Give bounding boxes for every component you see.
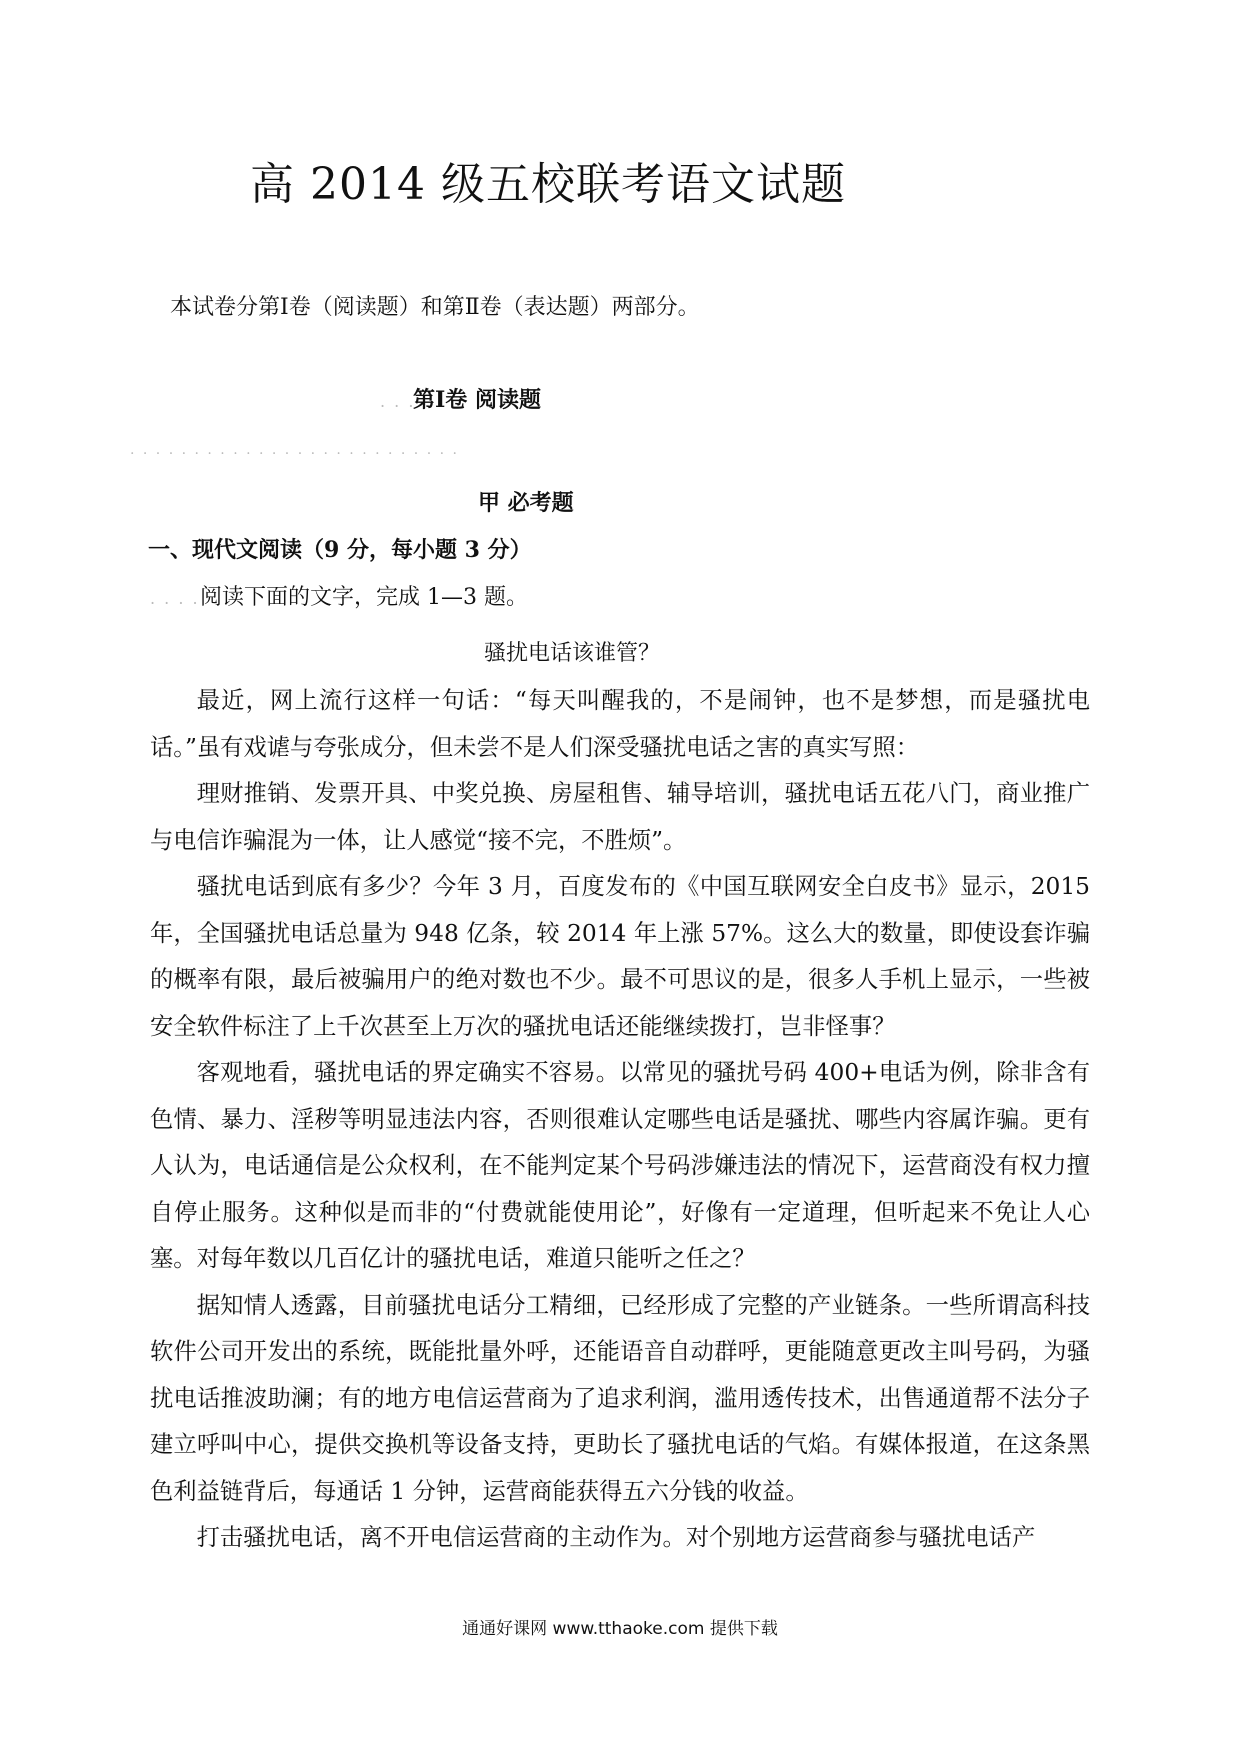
dotted-marker: . . . . xyxy=(150,589,200,608)
exam-title: 高 2014 级五校联考语文试题 xyxy=(250,159,846,210)
dotted-divider: . . . . . . . . . . . . . . . . . . . . . . . . . . xyxy=(130,442,459,458)
article-paragraph: 理财推销、发票开具、中奖兑换、房屋租售、辅导培训，骚扰电话五花八门，商业推广与电信诈骗混为一体，让人感觉“接不完，不胜烦”。 xyxy=(150,780,1090,854)
exam-intro: 本试卷分第Ⅰ卷（阅读题）和第Ⅱ卷（表达题）两部分。 xyxy=(170,295,700,320)
page-footer: 通通好课网 www.tthaoke.com 提供下载 xyxy=(462,1619,778,1639)
volume-heading: 第Ⅰ卷 阅读题 xyxy=(413,387,541,413)
part-heading: 一、现代文阅读（9 分，每小题 3 分） xyxy=(148,537,532,563)
article-paragraph: 据知情人透露，目前骚扰电话分工精细，已经形成了完整的产业链条。一些所谓高科技软件公司开发出的系统，既能批量外呼，还能语音自动群呼，更能随意更改主叫号码，为骚扰电话推波助澜；有的地方电信运营商为了追求利润，滥用透传技术，出售通道帮不法分子建立呼叫中心，提供交换机等设备支持，更助长了骚扰电话的气焰。有媒体报道，在这条黑色利益链背后，每通话 1 分钟，运营商能获得五六分钱的收益。 xyxy=(150,1291,1090,1505)
dotted-marker: . . . xyxy=(380,392,416,411)
reading-instruction: 阅读下面的文字，完成 1—3 题。 xyxy=(200,585,528,610)
article-paragraph: 骚扰电话到底有多少？今年 3 月，百度发布的《中国互联网安全白皮书》显示，2015 年，全国骚扰电话总量为 948 亿条，较 2014 年上涨 57%。这么大的数量，即使设套诈骗的概率有限，最后被骗用户的绝对数也不少。最不可思议的是，很多人手机上显示，一些被安全软件标注了上千次甚至上万次的骚扰电话还能继续拨打，岂非怪事？ xyxy=(150,873,1090,1040)
article-paragraph: 最近，网上流行这样一句话：“每天叫醒我的，不是闹钟，也不是梦想，而是骚扰电话。”虽有戏谑与夸张成分，但未尝不是人们深受骚扰电话之害的真实写照： xyxy=(150,687,1090,761)
article-body xyxy=(150,678,1090,1562)
article-paragraph: 客观地看，骚扰电话的界定确实不容易。以常见的骚扰号码 400+电话为例，除非含有色情、暴力、淫秽等明显违法内容，否则很难认定哪些电话是骚扰、哪些内容属诈骗。更有人认为，电话通信是公众权利，在不能判定某个号码涉嫌违法的情况下，运营商没有权力擅自停止服务。这种似是而非的“付费就能使用论”，好像有一定道理，但听起来不免让人心塞。对每年数以几百亿计的骚扰电话，难道只能听之任之？ xyxy=(150,1059,1090,1272)
article-paragraph: 打击骚扰电话，离不开电信运营商的主动作为。对个别地方运营商参与骚扰电话产 xyxy=(196,1524,1036,1551)
section-heading: 甲 必考题 xyxy=(478,490,574,516)
article-title: 骚扰电话该谁管？ xyxy=(484,641,661,666)
